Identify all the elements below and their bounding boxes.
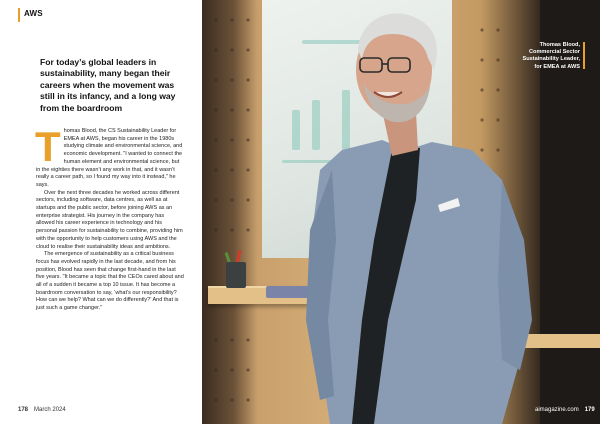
- section-accent-bar: [18, 8, 20, 22]
- caption-line: Sustainability Leader,: [522, 56, 580, 63]
- issue-date: March 2024: [34, 407, 66, 413]
- website: aimagazine.com: [535, 407, 579, 413]
- caption-accent-bar: [583, 42, 585, 69]
- section-label: AWS: [24, 9, 43, 18]
- paragraph-3: The emergence of sustainability as a critical business focus has evolved rapidly in the last decade, and from his position, Blood has seen that change first-hand in the last five years. "It became a topic that the CEOs cared about and all of a sudden it became a top 10 issue. It has become a boardroom conversation to say, ‘what’s our responsibility? How can we help? What can we do differently?’ And that is just such a game changer.": [36, 251, 184, 312]
- paragraph-1-text: homas Blood, the CS Sustainability Leader for EMEA at AWS, began his career in the 1980s studying climate and environmental science, and economic development. "I wanted to connect the human element and environmental science, but in the eighties there wasn’t any work in that, and it wasn’t really a career path, so I found my way into it instead," he says.: [36, 128, 183, 188]
- photo-caption: [502, 42, 580, 71]
- left-page: [0, 0, 202, 424]
- caption-line: Thomas Blood,: [539, 42, 580, 48]
- left-page-number: 178: [18, 407, 29, 413]
- right-page-number: 179: [584, 407, 595, 413]
- standfirst: For today’s global leaders in sustainability, many began their careers when the movement was still in its infancy, and a long way from the boardroom: [40, 57, 176, 113]
- caption-line: for EMEA at AWS: [534, 63, 580, 70]
- drop-cap: T: [35, 123, 61, 170]
- right-page-photo: [202, 0, 600, 424]
- caption-line: Commercial Sector: [529, 49, 580, 56]
- article-body: [35, 123, 184, 313]
- right-footer: [535, 407, 595, 413]
- paragraph-2: Over the next three decades he worked across different sectors, including software, data centres, as well as at startups and the public sector, before joining AWS as an enterprise strategist. His journey in the company has allowed his career experience in technology and his personal passion for sustainability to combine, providing him with the opportunity to help customers using AWS and the cloud to realise their sustainability ideas and ambitions.: [36, 189, 183, 250]
- paragraph-1: [35, 123, 184, 190]
- left-footer: [18, 407, 66, 413]
